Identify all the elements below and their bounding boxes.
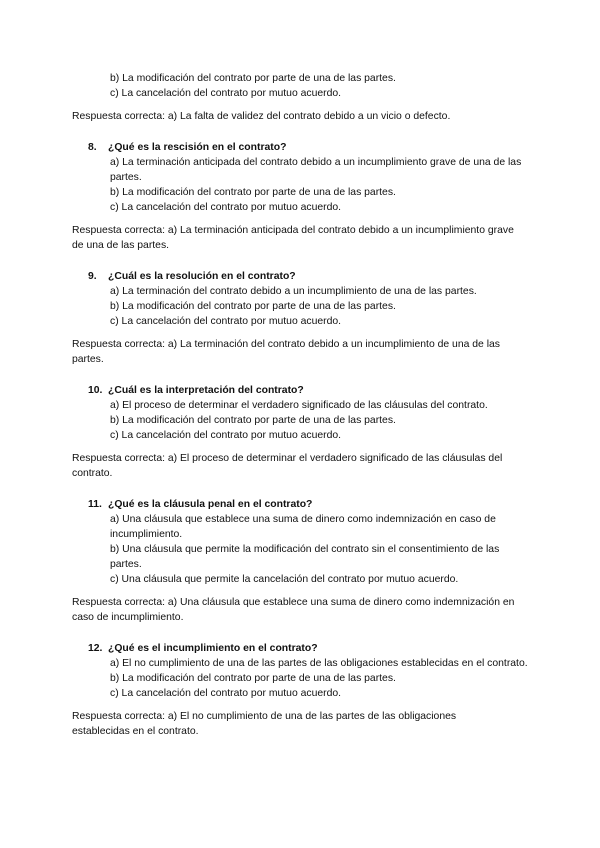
option-a: a) El no cumplimiento de una de las partes de las obligaciones establecidas en el contrato.	[110, 658, 528, 669]
option-c: c) Una cláusula que permite la cancelación del contrato por mutuo acuerdo.	[110, 574, 459, 585]
question-title	[0, 269, 600, 284]
question-title	[0, 497, 600, 512]
question-title	[0, 383, 600, 398]
question-text: ¿Qué es la rescisión en el contrato?	[108, 142, 287, 153]
option-b: b) La modificación del contrato por parte de una de las partes.	[110, 187, 396, 198]
question-text: ¿Cuál es la resolución en el contrato?	[108, 271, 296, 282]
option-c: c) La cancelación del contrato por mutuo acuerdo.	[110, 88, 342, 99]
correct-answer: Respuesta correcta: a) La terminación anticipada del contrato debido a un incumplimiento grave de una de las partes.	[72, 225, 514, 251]
option-b: b) Una cláusula que permite la modificación del contrato sin el consentimiento de las partes.	[110, 544, 500, 570]
option-a: a) La terminación anticipada del contrato debido a un incumplimiento grave de una de las partes.	[110, 157, 522, 183]
question-options	[0, 155, 600, 215]
option-a: a) Una cláusula que establece una suma de dinero como indemnización en caso de incumplimiento.	[110, 514, 496, 540]
question-number: 12.	[88, 643, 103, 654]
correct-answer: Respuesta correcta: a) Una cláusula que establece una suma de dinero como indemnización en caso de incumplimiento.	[72, 597, 515, 623]
option-b: b) La modificación del contrato por parte de una de las partes.	[110, 301, 396, 312]
option-b: b) La modificación del contrato por parte de una de las partes.	[110, 415, 396, 426]
question-text: ¿Qué es la cláusula penal en el contrato?	[108, 499, 313, 510]
correct-answer: Respuesta correcta: a) El proceso de determinar el verdadero significado de las cláusulas del contrato.	[72, 453, 503, 479]
correct-answer: Respuesta correcta: a) El no cumplimiento de una de las partes de las obligaciones establecidas en el contrato.	[72, 711, 457, 737]
question-text: ¿Qué es el incumplimiento en el contrato?	[108, 643, 318, 654]
question-title	[0, 140, 600, 155]
option-c: c) La cancelación del contrato por mutuo acuerdo.	[110, 688, 342, 699]
question-text: ¿Cuál es la interpretación del contrato?	[108, 385, 304, 396]
option-c: c) La cancelación del contrato por mutuo acuerdo.	[110, 430, 342, 441]
question-title	[0, 641, 600, 656]
question-options	[0, 512, 600, 587]
correct-answer: Respuesta correcta: a) La terminación del contrato debido a un incumplimiento de una de las partes.	[72, 339, 500, 365]
q7-options	[0, 71, 600, 101]
option-b: b) La modificación del contrato por parte de una de las partes.	[110, 673, 396, 684]
option-a: a) La terminación del contrato debido a un incumplimiento de una de las partes.	[110, 286, 477, 297]
question-options	[0, 284, 600, 329]
q7-answer: Respuesta correcta: a) La falta de validez del contrato debido a un vicio o defecto.	[72, 111, 451, 122]
question-number: 9.	[88, 271, 97, 282]
question-options	[0, 656, 600, 701]
option-a: a) El proceso de determinar el verdadero significado de las cláusulas del contrato.	[110, 400, 488, 411]
question-options	[0, 398, 600, 443]
question-number: 11.	[88, 499, 102, 510]
question-number: 10.	[88, 385, 103, 396]
option-c: c) La cancelación del contrato por mutuo acuerdo.	[110, 316, 342, 327]
question-number: 8.	[88, 142, 97, 153]
option-c: c) La cancelación del contrato por mutuo acuerdo.	[110, 202, 342, 213]
option-b: b) La modificación del contrato por parte de una de las partes.	[110, 73, 396, 84]
